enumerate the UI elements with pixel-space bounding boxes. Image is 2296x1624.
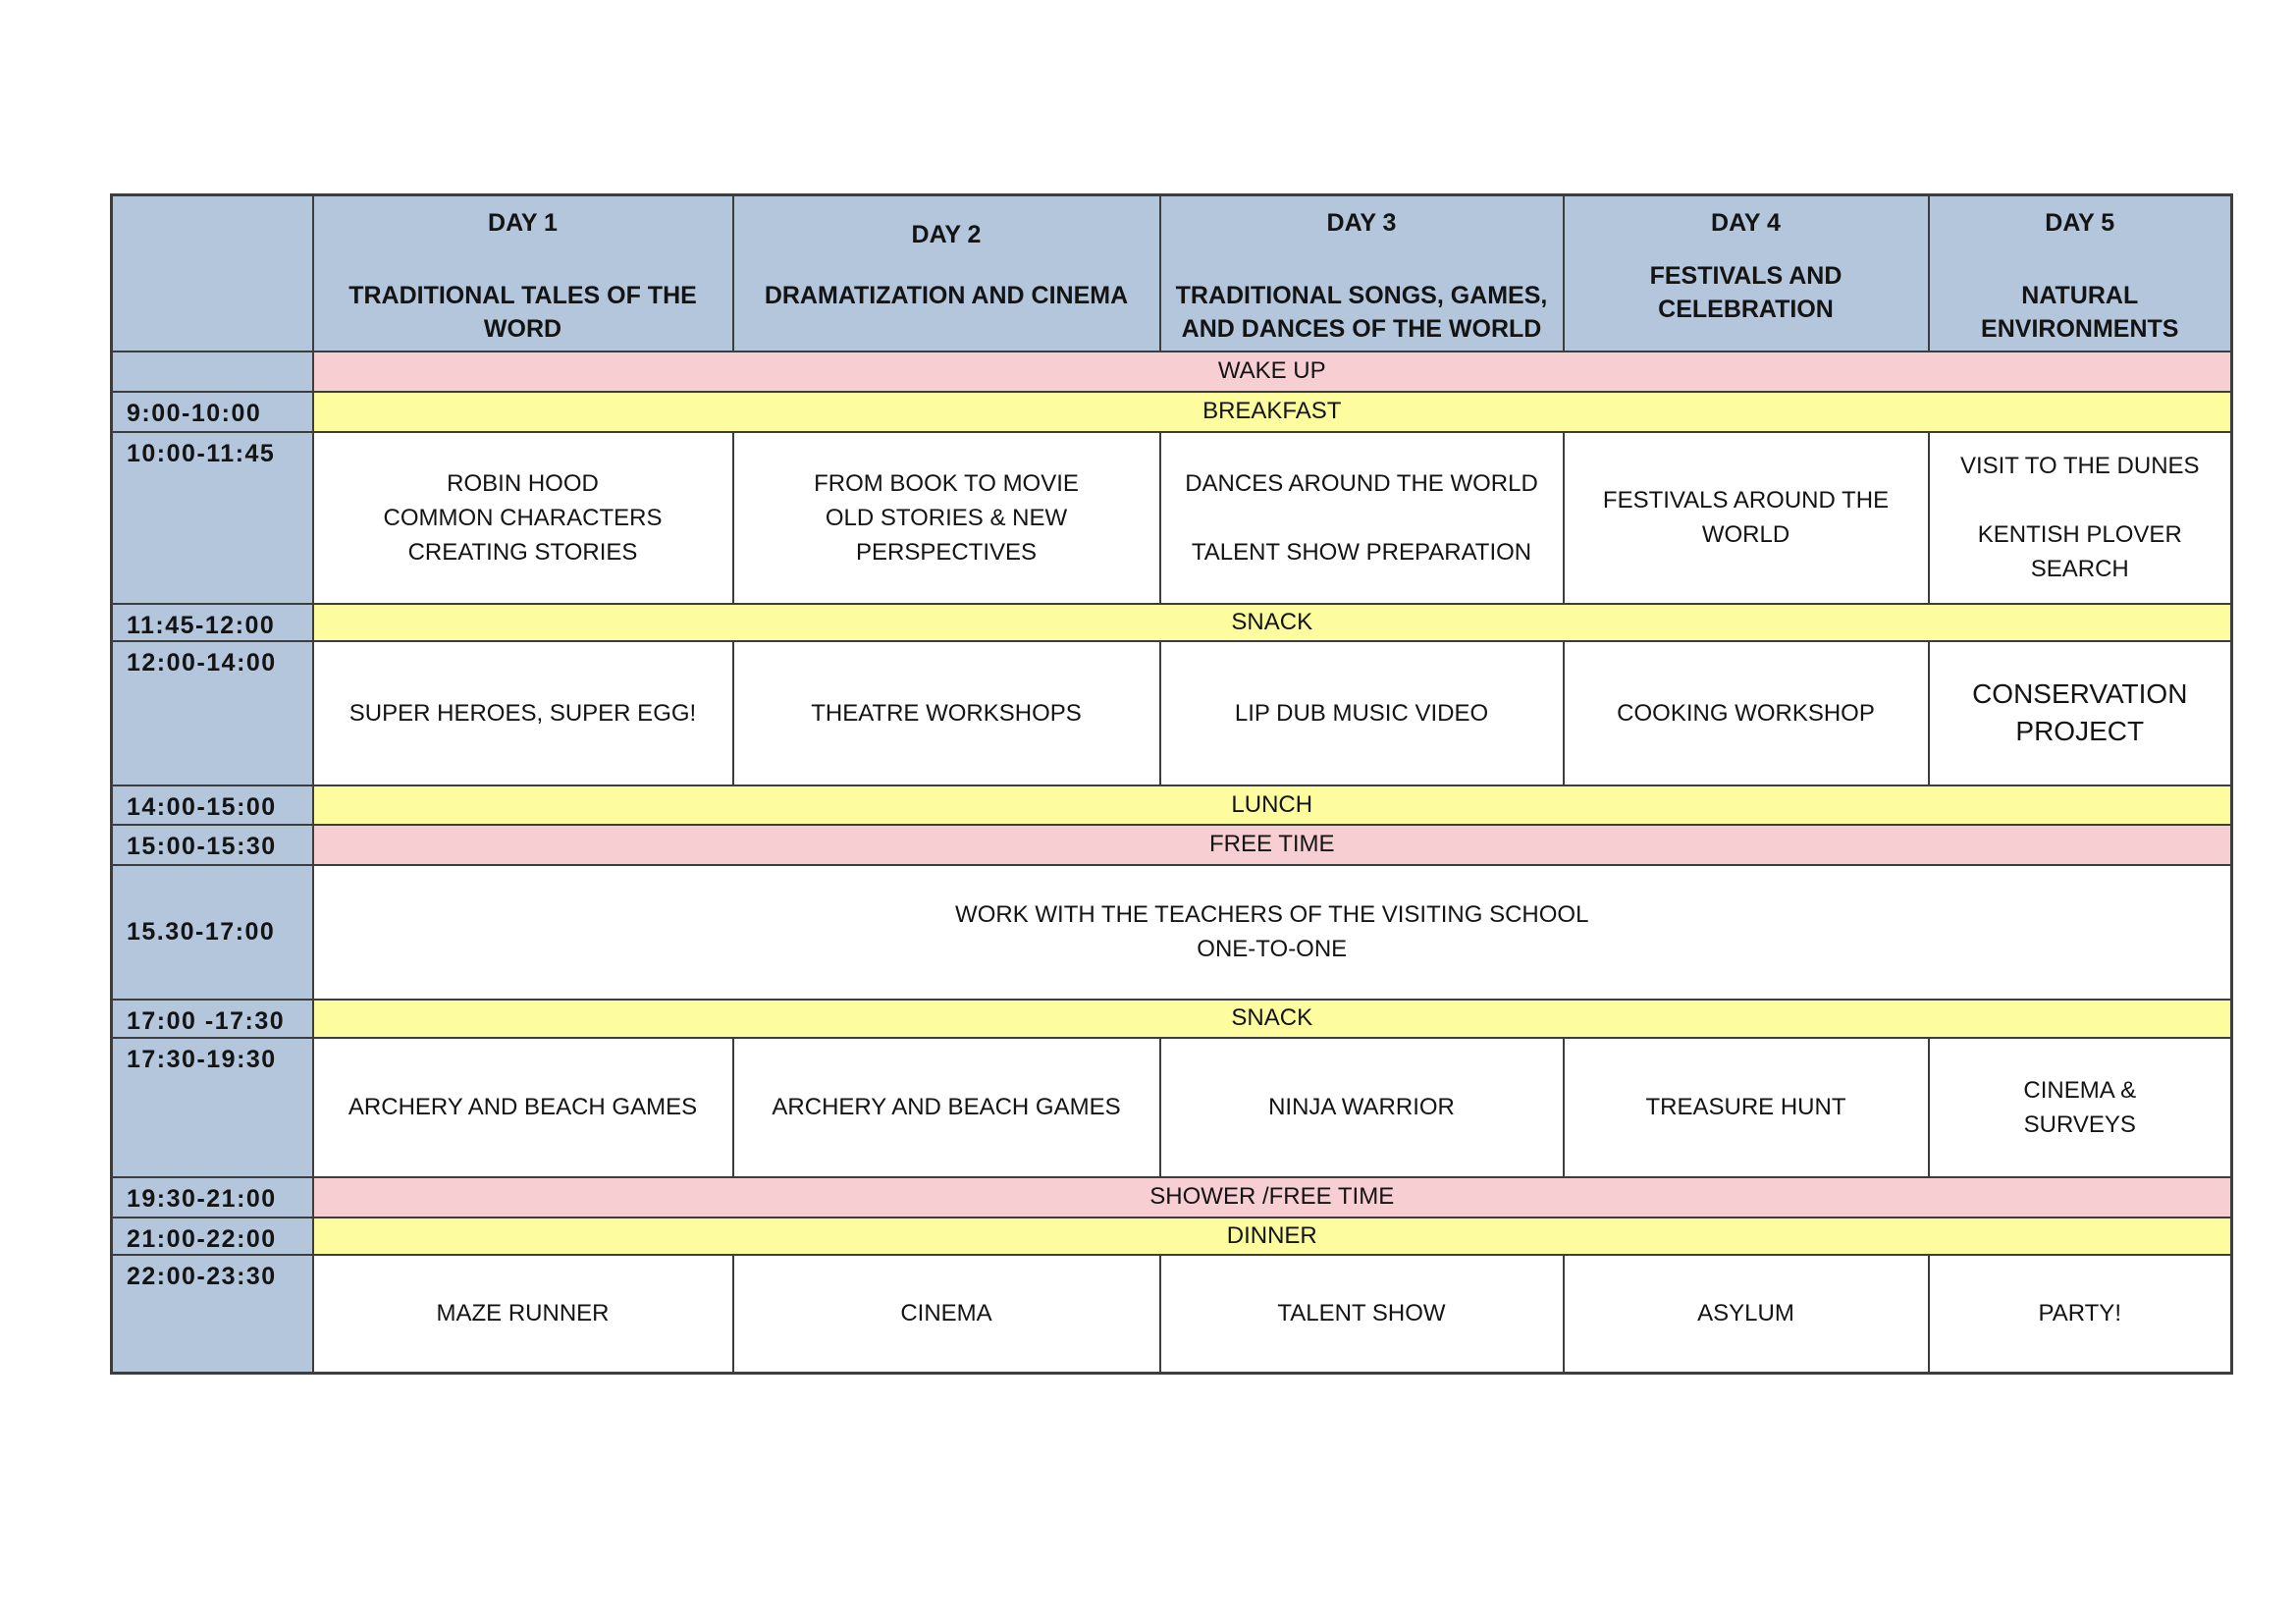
activity-line: MAZE RUNNER	[436, 1300, 610, 1327]
activity-line: ASYLUM	[1697, 1300, 1794, 1327]
activity-cell-day5	[1929, 641, 2232, 785]
activity-line: ARCHERY AND BEACH GAMES	[772, 1094, 1121, 1120]
activity-line: COMMON CHARACTERS	[383, 504, 663, 531]
activity-cell-day3	[1160, 1255, 1564, 1374]
time-cell	[112, 352, 313, 392]
day-5-subtitle-line: ENVIRONMENTS	[1981, 315, 2179, 343]
day-4-title: DAY 4	[1711, 209, 1781, 237]
day-4-subtitle-line: FESTIVALS AND	[1649, 262, 1842, 290]
activity-cell-day5	[1929, 432, 2232, 604]
activity-line: FROM BOOK TO MOVIE	[814, 469, 1079, 497]
activity-line: PARTY!	[2038, 1300, 2121, 1327]
activity-line: OLD STORIES & NEW PERSPECTIVES	[825, 504, 1068, 566]
row-night-activities	[112, 1255, 2232, 1374]
band-snack-2: SNACK	[313, 1000, 2232, 1038]
time-cell: 15.30-17:00	[112, 865, 313, 1000]
activity-line: TALENT SHOW PREPARATION	[1191, 538, 1532, 566]
activity-line: CONSERVATION	[1972, 678, 2188, 709]
activity-cell-day4	[1564, 641, 1929, 785]
activity-line: COOKING WORKSHOP	[1617, 699, 1875, 727]
activity-line: LIP DUB MUSIC VIDEO	[1234, 699, 1489, 727]
day-3-subtitle-line: TRADITIONAL SONGS, GAMES,	[1175, 282, 1548, 309]
time-cell: 10:00-11:45	[112, 432, 313, 604]
activity-line: SEARCH	[2030, 556, 2129, 582]
row-morning-activities	[112, 432, 2232, 604]
activity-cell-day4	[1564, 432, 1929, 604]
time-cell: 17:30-19:30	[112, 1038, 313, 1177]
band-snack-1: SNACK	[313, 604, 2232, 641]
activity-line: DANCES AROUND THE WORLD	[1185, 469, 1538, 497]
activity-cell-day2	[733, 641, 1160, 785]
day-2-subtitle	[734, 279, 1159, 312]
row-lunch	[112, 785, 2232, 825]
time-cell: 12:00-14:00	[112, 641, 313, 785]
activity-line: CINEMA	[900, 1300, 992, 1327]
day-2-title: DAY 2	[911, 221, 982, 248]
band-lunch: LUNCH	[313, 785, 2232, 825]
activity-cell-day1	[313, 432, 733, 604]
corner-cell	[112, 195, 313, 352]
activity-line: CINEMA &	[2023, 1076, 2137, 1104]
day-1-header	[313, 195, 733, 352]
activity-cell-day3	[1160, 1038, 1564, 1177]
row-evening-activities	[112, 1038, 2232, 1177]
day-3-subtitle-line: AND DANCES OF THE WORLD	[1181, 315, 1542, 343]
activity-cell-day5	[1929, 1038, 2232, 1177]
time-cell: 14:00-15:00	[112, 785, 313, 825]
activity-line: TREASURE HUNT	[1645, 1094, 1846, 1120]
row-shower-free-time	[112, 1177, 2232, 1218]
row-wake-up	[112, 352, 2232, 392]
day-1-subtitle-line: TRADITIONAL TALES OF THE	[348, 282, 697, 309]
day-1-subtitle-line: WORD	[483, 315, 562, 343]
activity-cell-day4	[1564, 1038, 1929, 1177]
header-row	[112, 195, 2232, 352]
activity-line: KENTISH PLOVER	[1977, 521, 2182, 548]
day-1-subtitle	[314, 279, 732, 346]
activity-line: ONE-TO-ONE	[1197, 936, 1348, 962]
band-wake-up: WAKE UP	[313, 352, 2232, 392]
activity-line: SUPER HEROES, SUPER EGG!	[348, 699, 697, 727]
activity-cell-day1	[313, 1255, 733, 1374]
day-4-header	[1564, 195, 1929, 352]
activity-cell-day5	[1929, 1255, 2232, 1374]
teachers-merged-cell	[313, 865, 2232, 1000]
day-3-header	[1160, 195, 1564, 352]
day-2-subtitle-line: DRAMATIZATION AND CINEMA	[764, 282, 1129, 309]
day-2-header	[733, 195, 1160, 352]
activity-line: SURVEYS	[2023, 1110, 2136, 1138]
activity-cell-day2	[733, 1038, 1160, 1177]
time-cell: 17:00 -17:30	[112, 1000, 313, 1038]
activity-cell-day3	[1160, 432, 1564, 604]
row-snack-2	[112, 1000, 2232, 1038]
day-1-title: DAY 1	[488, 209, 558, 237]
camp-schedule-table	[110, 193, 2233, 1375]
day-5-subtitle	[1930, 279, 2231, 346]
time-cell: 22:00-23:30	[112, 1255, 313, 1374]
day-3-title: DAY 3	[1326, 209, 1397, 237]
activity-cell-day3	[1160, 641, 1564, 785]
band-shower-free-time: SHOWER /FREE TIME	[313, 1177, 2232, 1218]
time-cell: 21:00-22:00	[112, 1218, 313, 1255]
activity-cell-day4	[1564, 1255, 1929, 1374]
day-4-subtitle-line: CELEBRATION	[1658, 296, 1834, 323]
day-5-header	[1929, 195, 2232, 352]
day-5-title: DAY 5	[2045, 209, 2115, 237]
activity-line: WORK WITH THE TEACHERS OF THE VISITING SCHOOL	[955, 901, 1589, 928]
activity-cell-day2	[733, 1255, 1160, 1374]
row-teachers	[112, 865, 2232, 1000]
activity-line: VISIT TO THE DUNES	[1959, 453, 2200, 479]
row-midday-activities	[112, 641, 2232, 785]
day-3-subtitle	[1161, 279, 1563, 346]
activity-line: WORLD	[1701, 521, 1790, 548]
activity-line: NINJA WARRIOR	[1268, 1094, 1455, 1120]
activity-cell-day2	[733, 432, 1160, 604]
row-dinner	[112, 1218, 2232, 1255]
day-5-subtitle-line: NATURAL	[2021, 282, 2139, 309]
day-4-subtitle	[1565, 259, 1928, 326]
activity-line	[1938, 483, 2223, 517]
activity-line: ARCHERY AND BEACH GAMES	[347, 1094, 698, 1120]
row-snack-1	[112, 604, 2232, 641]
activity-line: PROJECT	[2015, 716, 2145, 746]
time-cell: 11:45-12:00	[112, 604, 313, 641]
time-cell: 19:30-21:00	[112, 1177, 313, 1218]
activity-cell-day1	[313, 1038, 733, 1177]
band-breakfast: BREAKFAST	[313, 392, 2232, 432]
activity-line: TALENT SHOW	[1277, 1300, 1446, 1327]
activity-line: THEATRE WORKSHOPS	[811, 699, 1082, 727]
time-cell: 15:00-15:30	[112, 825, 313, 865]
activity-line	[1169, 501, 1555, 535]
band-dinner: DINNER	[313, 1218, 2232, 1255]
band-free-time: FREE TIME	[313, 825, 2232, 865]
activity-line: CREATING STORIES	[407, 538, 638, 566]
time-cell: 9:00-10:00	[112, 392, 313, 432]
row-breakfast	[112, 392, 2232, 432]
activity-line: FESTIVALS AROUND THE	[1602, 487, 1890, 514]
activity-line: ROBIN HOOD	[447, 469, 599, 497]
activity-cell-day1	[313, 641, 733, 785]
row-free-time	[112, 825, 2232, 865]
